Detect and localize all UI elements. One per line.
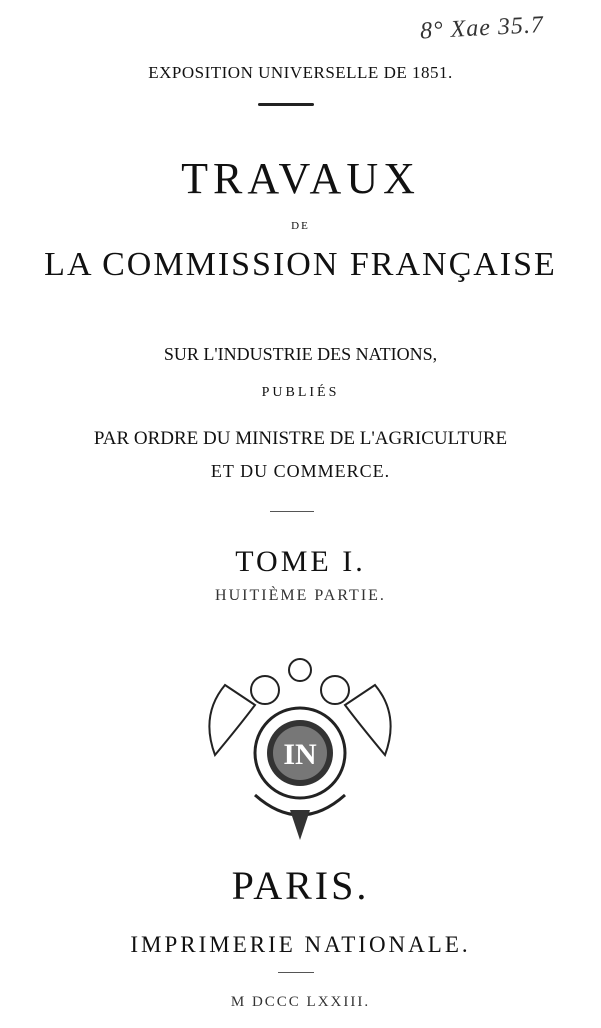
publies-text: PUBLIÉS [261, 385, 340, 400]
imprimerie-nationale-emblem-icon [195, 645, 405, 845]
divider [270, 511, 314, 512]
commerce-text: ET DU COMMERCE. [210, 461, 391, 481]
printer-text: IMPRIMERIE NATIONALE. [130, 932, 471, 957]
industrie-text: SUR L'INDUSTRIE DES NATIONS, [163, 344, 438, 364]
emblem-monogram: IN [283, 738, 317, 771]
tome-heading: TOME I. [235, 545, 366, 578]
commission-heading: LA COMMISSION FRANÇAISE [44, 246, 557, 283]
divider-bottom [278, 972, 314, 973]
city-heading: PARIS. [231, 863, 370, 908]
ornament-divider [258, 103, 314, 106]
exposition-heading: EXPOSITION UNIVERSELLE DE 1851. [148, 63, 453, 82]
handwritten-shelfmark: 8° Xae 35.7 [419, 11, 545, 45]
main-title: TRAVAUX [181, 154, 420, 203]
partie-text: HUITIÈME PARTIE. [215, 587, 386, 604]
de-text: DE [291, 220, 310, 232]
year-text: M DCCC LXXIII. [230, 994, 371, 1010]
ordre-text: PAR ORDRE DU MINISTRE DE L'AGRICULTURE [93, 428, 508, 449]
